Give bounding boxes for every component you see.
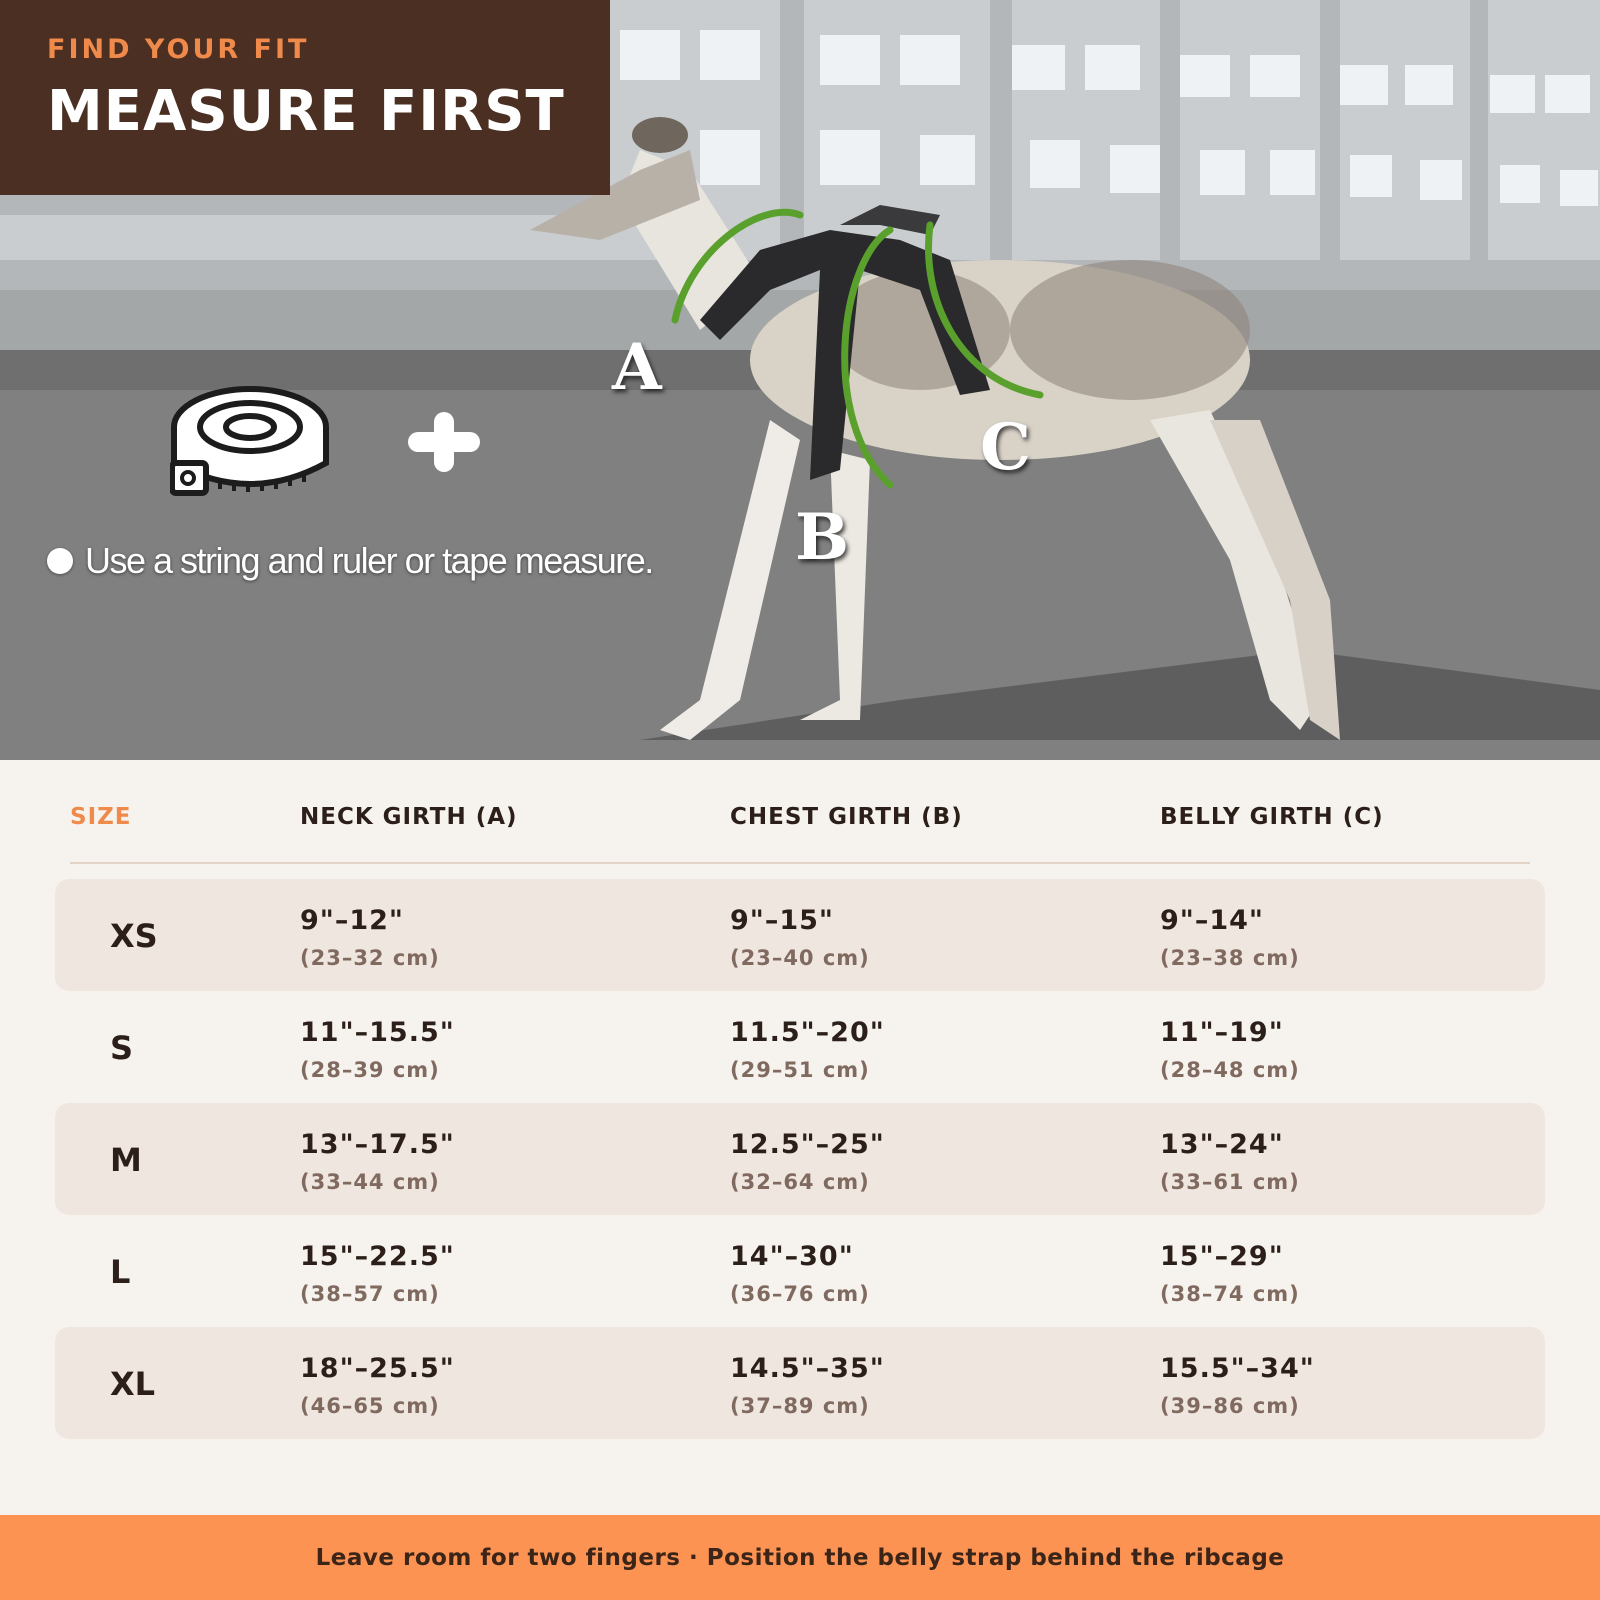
neck-cell [300, 1017, 455, 1082]
marker-c: C [980, 410, 1031, 485]
belly-cm: (39–86 cm) [1160, 1394, 1300, 1418]
neck-cm: (28–39 cm) [300, 1058, 440, 1082]
belly-cell [1160, 1241, 1300, 1306]
chest-cell [730, 1129, 885, 1194]
header-size: SIZE [70, 804, 132, 830]
neck-inches: 11"–15.5" [300, 1017, 455, 1048]
header-chest-girth: CHEST GIRTH (B) [730, 804, 963, 830]
chest-cm: (37–89 cm) [730, 1394, 870, 1418]
belly-cell [1160, 1353, 1315, 1418]
belly-cm: (28–48 cm) [1160, 1058, 1300, 1082]
chest-inches: 9"–15" [730, 905, 834, 936]
table-row [55, 1103, 1545, 1215]
chest-cell [730, 1241, 870, 1306]
neck-cm: (38–57 cm) [300, 1282, 440, 1306]
measure-tip-text: Use a string and ruler or tape measure. [85, 540, 653, 581]
table-row [55, 991, 1545, 1103]
belly-inches: 11"–19" [1160, 1017, 1284, 1048]
table-row [55, 1327, 1545, 1439]
bullet-icon [47, 548, 73, 574]
neck-cell [300, 1241, 455, 1306]
chest-cm: (29–51 cm) [730, 1058, 870, 1082]
chest-cell [730, 1353, 885, 1418]
belly-cell [1160, 1017, 1300, 1082]
header-neck-girth: NECK GIRTH (A) [300, 804, 518, 830]
footer-note: Leave room for two fingers · Position the belly strap behind the ribcage [315, 1544, 1285, 1571]
belly-cm: (33–61 cm) [1160, 1170, 1300, 1194]
size-label: XS [110, 917, 158, 955]
belly-cell [1160, 905, 1300, 970]
size-label: M [110, 1141, 142, 1179]
neck-cell [300, 905, 440, 970]
page-title: MEASURE FIRST [47, 79, 565, 144]
plus-icon [408, 412, 480, 472]
tape-measure-icon [170, 385, 330, 497]
neck-cell [300, 1129, 455, 1194]
title-block [0, 0, 610, 195]
neck-cell [300, 1353, 455, 1418]
belly-inches: 15.5"–34" [1160, 1353, 1315, 1384]
table-row [55, 1215, 1545, 1327]
chest-inches: 14"–30" [730, 1241, 854, 1272]
belly-inches: 13"–24" [1160, 1129, 1284, 1160]
chest-cm: (36–76 cm) [730, 1282, 870, 1306]
size-label: L [110, 1253, 131, 1291]
chest-cell [730, 1017, 885, 1082]
belly-cell [1160, 1129, 1300, 1194]
chest-cm: (32–64 cm) [730, 1170, 870, 1194]
hero-photo [0, 0, 1600, 760]
belly-cm: (23–38 cm) [1160, 946, 1300, 970]
measure-tip [47, 540, 653, 582]
neck-cm: (33–44 cm) [300, 1170, 440, 1194]
neck-inches: 18"–25.5" [300, 1353, 455, 1384]
neck-cm: (23–32 cm) [300, 946, 440, 970]
size-label: XL [110, 1365, 156, 1403]
table-header [70, 760, 1530, 864]
chest-cm: (23–40 cm) [730, 946, 870, 970]
neck-inches: 13"–17.5" [300, 1129, 455, 1160]
size-label: S [110, 1029, 134, 1067]
neck-inches: 15"–22.5" [300, 1241, 455, 1272]
chest-inches: 11.5"–20" [730, 1017, 885, 1048]
neck-cm: (46–65 cm) [300, 1394, 440, 1418]
header-belly-girth: BELLY GIRTH (C) [1160, 804, 1384, 830]
marker-a: A [612, 330, 662, 405]
chest-cell [730, 905, 870, 970]
chest-inches: 14.5"–35" [730, 1353, 885, 1384]
chest-inches: 12.5"–25" [730, 1129, 885, 1160]
size-table [55, 760, 1545, 1418]
kicker-text: FIND YOUR FIT [47, 34, 310, 65]
belly-inches: 15"–29" [1160, 1241, 1284, 1272]
footer-banner [0, 1515, 1600, 1600]
neck-inches: 9"–12" [300, 905, 404, 936]
belly-inches: 9"–14" [1160, 905, 1264, 936]
table-row [55, 879, 1545, 991]
belly-cm: (38–74 cm) [1160, 1282, 1300, 1306]
marker-b: B [795, 500, 850, 575]
